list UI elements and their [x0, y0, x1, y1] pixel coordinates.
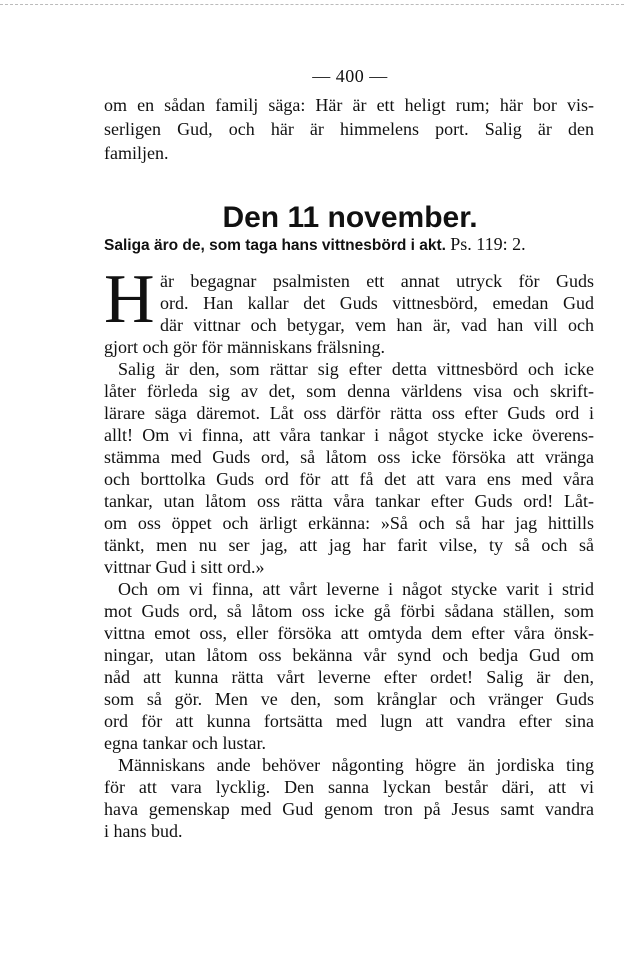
intro-line: familjen. [104, 143, 169, 163]
motto-reference: Ps. 119: 2. [450, 234, 526, 254]
intro-line: serligen Gud, och här är himmelens port. Salig är den [104, 119, 594, 139]
paragraph-line: ord för att kunna fortsätta med lugn att vandra efter sina [104, 711, 594, 731]
paragraph-line: för att vara lycklig. Den sanna lyckan består däri, att vi [104, 777, 594, 797]
paragraph-line: Och om vi finna, att vårt leverne i något stycke varit i strid [118, 579, 594, 599]
paragraph-line: stämma med Guds ord, så låtom oss icke försöka att vränga [104, 447, 594, 467]
paragraph-line: tankar, utan låtom oss rätta våra tankar efter Guds ord! Låt- [104, 491, 594, 511]
paragraph-line: ord. Han kallar det Guds vittnesbörd, emedan Gud [160, 293, 594, 313]
drop-cap-letter: H [104, 261, 155, 338]
paragraph-line: där vittnar och betygar, vem han är, vad han vill och [160, 315, 594, 335]
paragraph-line: nåd att kunna rätta vårt leverne efter ordet! Salig är den, [104, 667, 594, 687]
paragraph-line: som så gör. Men ve den, som krånglar och vränger Guds [104, 689, 594, 709]
paragraph-line: tänkt, men nu ser jag, att jag har farit vilse, ty så och så [104, 535, 594, 555]
paragraph-line: lärare säga däremot. Låt oss därför rätta oss efter Guds ord i [104, 403, 594, 423]
bible-verse-motto [104, 234, 594, 256]
top-edge-rule [0, 4, 624, 5]
intro-line: om en sådan familj säga: Här är ett heligt rum; här bor vis- [104, 95, 594, 115]
paragraph-line: Salig är den, som rättar sig efter detta vittnesbörd och icke [118, 359, 594, 379]
paragraph-line: Människans ande behöver någonting högre än jordiska ting [118, 755, 594, 775]
paragraph-line: i hans bud. [104, 821, 183, 841]
paragraph-line: gjort och gör för människans frälsning. [104, 337, 385, 357]
paragraph-line: är begagnar psalmisten ett annat utryck för Guds [160, 271, 594, 291]
paragraph-line: ningar, utan låtom oss bekänna vår synd och bedja Gud om [104, 645, 594, 665]
paragraph-line: allt! Om vi finna, att våra tankar i något stycke icke överens- [104, 425, 594, 445]
paragraph-line: vittnar Gud i sitt ord.» [104, 557, 265, 577]
page-title: Den 11 november. [222, 201, 478, 234]
paragraph-line: låter förleda sig av det, som denna världens visa och skrift- [104, 381, 594, 401]
page-number: — 400 — [312, 66, 388, 86]
paragraph-line: mot Guds ord, så låtom oss icke gå förbi sådana ställen, som [104, 601, 594, 621]
paragraph-line: hava gemenskap med Gud genom tron på Jesus samt vandra [104, 799, 594, 819]
motto-text: Saliga äro de, som taga hans vittnesbörd i akt. [104, 237, 446, 254]
paragraph-line: vittna emot oss, eller försöka att omtyda dem efter våra önsk- [104, 623, 594, 643]
paragraph-line: och borttolka Guds ord för att få det att vara ens med våra [104, 469, 594, 489]
paragraph-line: egna tankar och lustar. [104, 733, 266, 753]
paragraph-line: om oss öppet och ärligt erkänna: »Så och så har jag hittills [104, 513, 594, 533]
